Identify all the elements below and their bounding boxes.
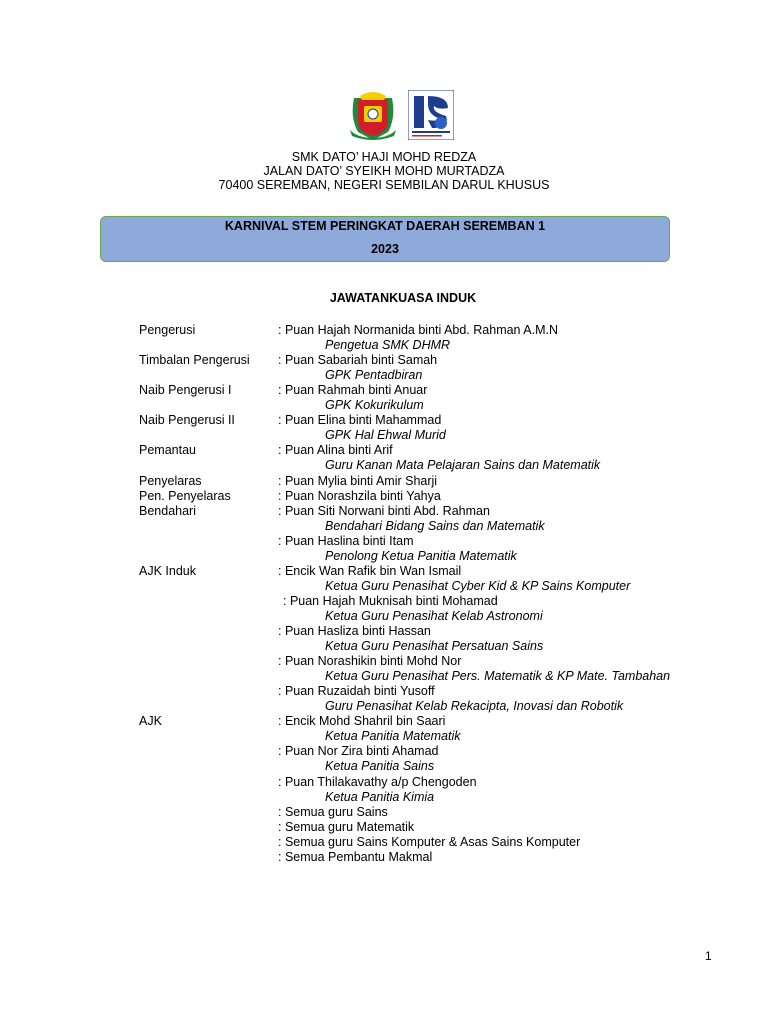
committee-member-position: Pengetua SMK DHMR (325, 338, 451, 353)
committee-member-position: GPK Hal Ehwal Murid (325, 428, 446, 443)
committee-position-row (0, 368, 768, 383)
committee-member-name: : Puan Elina binti Mahammad (278, 413, 442, 428)
committee-member-row (0, 594, 768, 609)
logos (348, 88, 458, 144)
committee-member-name: : Puan Rahmah binti Anuar (278, 383, 428, 398)
committee-member-name: : Semua guru Sains (278, 804, 388, 819)
committee-member-row (0, 714, 768, 729)
committee-member-position: Guru Penasihat Kelab Rekacipta, Inovasi dan Robotik (325, 699, 624, 714)
committee-role: Pemantau (139, 443, 196, 458)
committee-member-row (0, 564, 768, 579)
committee-position-row (0, 519, 768, 534)
committee-position-row (0, 579, 768, 594)
committee-member-position: Ketua Panitia Matematik (325, 729, 461, 744)
committee-member-name: : Puan Hajah Muknisah binti Mohamad (283, 593, 498, 608)
committee-member-name: : Puan Siti Norwani binti Abd. Rahman (278, 503, 490, 518)
school-header (0, 150, 768, 192)
committee-role: Pen. Penyelaras (139, 488, 231, 503)
committee-member-position: Guru Kanan Mata Pelajaran Sains dan Matematik (325, 458, 601, 473)
committee-member-name: : Puan Ruzaidah binti Yusoff (278, 684, 435, 699)
committee-member-name: : Encik Wan Rafik bin Wan Ismail (278, 563, 462, 578)
event-banner (100, 216, 670, 262)
committee-member-name: : Puan Mylia binti Amir Sharji (278, 473, 438, 488)
committee-member-name: : Puan Norashzila binti Yahya (278, 488, 441, 503)
committee-member-row (0, 323, 768, 338)
committee-position-row (0, 428, 768, 443)
school-address-line1: JALAN DATO’ SYEIKH MOHD MURTADZA (263, 164, 505, 178)
committee-position-row (0, 639, 768, 654)
committee-member-row (0, 775, 768, 790)
committee-member-row (0, 684, 768, 699)
school-address-line2: 70400 SEREMBAN, NEGERI SEMBILAN DARUL KHUSUS (218, 178, 550, 192)
committee-member-row (0, 624, 768, 639)
section-title: JAWATANKUASA INDUK (329, 291, 477, 305)
committee-role: Timbalan Pengerusi (139, 353, 250, 368)
committee-member-name: : Puan Hajah Normanida binti Abd. Rahman A.M.N (278, 323, 559, 337)
committee-member-position: Bendahari Bidang Sains dan Matematik (325, 518, 545, 533)
committee-position-row (0, 549, 768, 564)
committee-member-name: : Puan Sabariah binti Samah (278, 353, 438, 368)
committee-role: Penyelaras (139, 473, 202, 488)
committee-member-name: : Semua guru Sains Komputer & Asas Sains Komputer (278, 834, 581, 849)
committee-member-name: : Puan Haslina binti Itam (278, 533, 414, 548)
committee-member-name: : Puan Thilakavathy a/p Chengoden (278, 774, 477, 789)
committee-member-name: : Puan Alina binti Arif (278, 443, 393, 458)
committee-member-row (0, 489, 768, 504)
committee-member-name: : Semua Pembantu Makmal (278, 849, 433, 864)
committee-member-name: : Puan Nor Zira binti Ahamad (278, 744, 439, 759)
committee-role: Naib Pengerusi II (139, 413, 235, 428)
committee-member-position: Penolong Ketua Panitia Matematik (325, 548, 517, 563)
committee-member-position: Ketua Panitia Sains (325, 759, 435, 774)
school-crest-logo (348, 88, 398, 142)
committee-position-row (0, 699, 768, 714)
committee-member-row (0, 850, 768, 865)
event-title: KARNIVAL STEM PERINGKAT DAERAH SEREMBAN 1 (224, 219, 546, 233)
committee-member-row (0, 744, 768, 759)
committee-position-row (0, 759, 768, 774)
committee-position-row (0, 729, 768, 744)
committee-member-row (0, 654, 768, 669)
committee-position-row (0, 338, 768, 353)
committee-member-name: : Encik Mohd Shahril bin Saari (278, 714, 446, 729)
committee-role: Pengerusi (139, 323, 196, 337)
committee-member-row (0, 835, 768, 850)
event-year: 2023 (371, 242, 399, 256)
committee-member-row (0, 413, 768, 428)
committee-role: AJK (139, 714, 162, 729)
school-name: SMK DATO’ HAJI MOHD REDZA (291, 150, 477, 164)
committee-member-row (0, 504, 768, 519)
committee-member-position: Ketua Guru Penasihat Cyber Kid & KP Sains Komputer (325, 578, 631, 593)
committee-member-name: : Puan Hasliza binti Hassan (278, 624, 431, 638)
committee-position-row (0, 609, 768, 624)
committee-member-position: Ketua Guru Penasihat Persatuan Sains (325, 639, 544, 654)
committee-member-row (0, 534, 768, 549)
committee-member-row (0, 805, 768, 820)
committee-member-name: : Puan Norashikin binti Mohd Nor (278, 654, 462, 669)
committee-member-row (0, 383, 768, 398)
committee-member-position: GPK Pentadbiran (325, 368, 423, 383)
committee-member-row (0, 474, 768, 489)
committee-position-row (0, 790, 768, 805)
committee-member-position: Ketua Guru Penasihat Pers. Matematik & KP Mate. Tambahan (325, 669, 671, 684)
committee-member-position: GPK Kokurikulum (325, 398, 424, 413)
committee-member-row (0, 443, 768, 458)
committee-member-position: Ketua Panitia Kimia (325, 789, 435, 804)
committee-position-row (0, 458, 768, 473)
page-number: 1 (705, 949, 712, 963)
committee-member-row (0, 820, 768, 835)
committee-member-row (0, 353, 768, 368)
committee-member-position: Ketua Guru Penasihat Kelab Astronomi (325, 608, 543, 623)
committee-member-name: : Semua guru Matematik (278, 819, 415, 834)
committee-role: Bendahari (139, 503, 196, 518)
committee-role: Naib Pengerusi I (139, 383, 232, 398)
committee-role: AJK Induk (139, 563, 196, 578)
committee-position-row (0, 669, 768, 684)
stem-logo (408, 90, 454, 140)
committee-position-row (0, 398, 768, 413)
